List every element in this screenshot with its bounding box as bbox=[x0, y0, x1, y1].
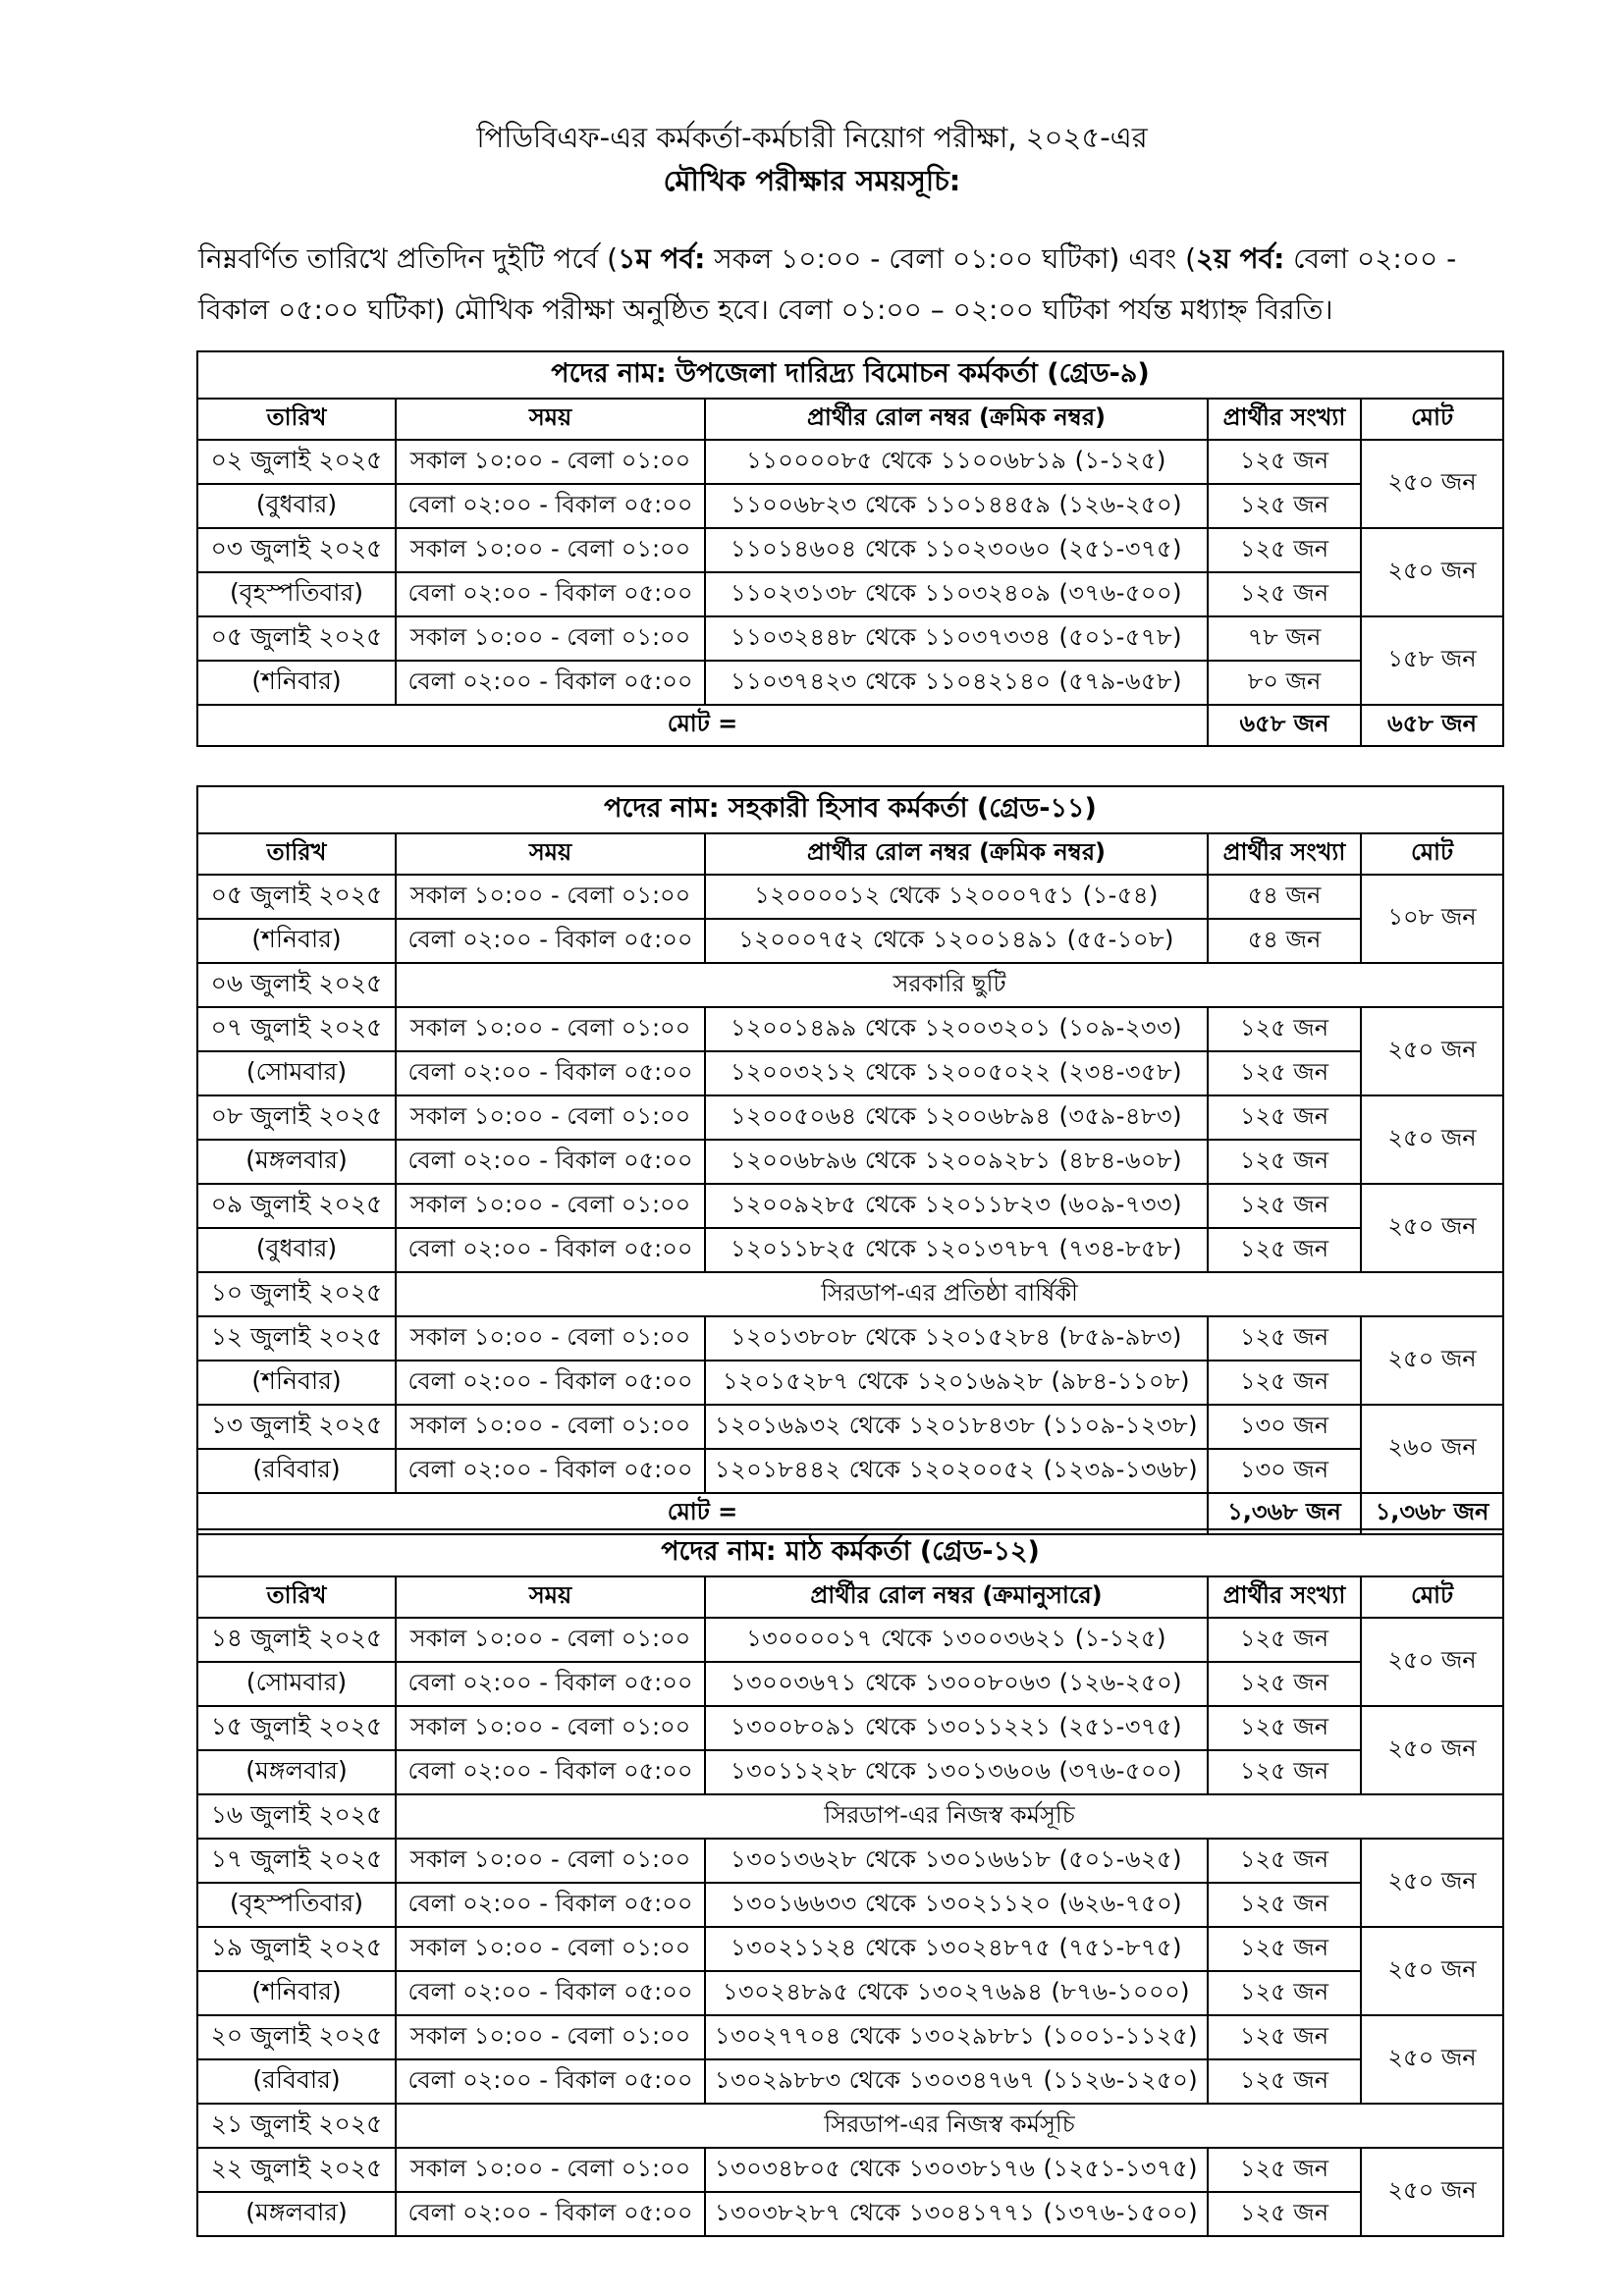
intro-paragraph bbox=[198, 234, 1504, 336]
holiday-note: সিরডাপ-এর নিজস্ব কর্মসূচি bbox=[396, 1794, 1503, 1839]
table-row bbox=[197, 1971, 1503, 2015]
candidate-count-cell: ১২৫ জন bbox=[1208, 572, 1361, 616]
time-cell: সকাল ১০:০০ - বেলা ০১:০০ bbox=[396, 2148, 705, 2192]
candidate-count-cell: ১২৫ জন bbox=[1208, 484, 1361, 528]
roll-range-cell: ১২০০৩২১২ থেকে ১২০০৫০২২ (২৩৪-৩৫৮) bbox=[705, 1051, 1208, 1095]
table-row bbox=[197, 1618, 1503, 1662]
holiday-note: সরকারি ছুটি bbox=[396, 963, 1503, 1007]
candidate-count-cell: ১২৫ জন bbox=[1208, 2192, 1361, 2236]
schedule-table bbox=[196, 350, 1504, 747]
table-row bbox=[197, 1927, 1503, 1971]
holiday-row bbox=[197, 2104, 1503, 2148]
roll-range-cell: ১১০৩২৪৪৮ থেকে ১১০৩৭৩৩৪ (৫০১-৫৭৮) bbox=[705, 616, 1208, 661]
candidate-count-cell: ১৩০ জন bbox=[1208, 1405, 1361, 1449]
weekday-cell: (বৃহস্পতিবার) bbox=[197, 572, 396, 616]
day-total-cell: ২৫০ জন bbox=[1361, 1927, 1503, 2015]
time-cell: সকাল ১০:০০ - বেলা ০১:০০ bbox=[396, 440, 705, 484]
date-cell: ১০ জুলাই ২০২৫ bbox=[197, 1272, 396, 1316]
candidate-count-cell: ৫৪ জন bbox=[1208, 875, 1361, 919]
time-cell: বেলা ০২:০০ - বিকাল ০৫:০০ bbox=[396, 572, 705, 616]
table-row bbox=[197, 572, 1503, 616]
table-row bbox=[197, 2148, 1503, 2192]
roll-range-cell: ১১০১৪৬০৪ থেকে ১১০২৩০৬০ (২৫১-৩৭৫) bbox=[705, 528, 1208, 572]
weekday-cell: (শনিবার) bbox=[197, 1361, 396, 1405]
candidate-count-cell: ১২৫ জন bbox=[1208, 1095, 1361, 1140]
holiday-note: সিরডাপ-এর নিজস্ব কর্মসূচি bbox=[396, 2104, 1503, 2148]
time-cell: সকাল ১০:০০ - বেলা ০১:০০ bbox=[396, 2015, 705, 2059]
roll-column-header: প্রার্থীর রোল নম্বর (ক্রমিক নম্বর) bbox=[705, 399, 1208, 440]
day-total-cell: ১০৮ জন bbox=[1361, 875, 1503, 963]
weekday-cell: (মঙ্গলবার) bbox=[197, 1140, 396, 1184]
date-cell: ১৭ জুলাই ২০২৫ bbox=[197, 1839, 396, 1883]
time-cell: সকাল ১০:০০ - বেলা ০১:০০ bbox=[396, 1927, 705, 1971]
candidate-count-cell: ১৩০ জন bbox=[1208, 1449, 1361, 1493]
date-column-header: তারিখ bbox=[197, 1576, 396, 1618]
date-cell: ২২ জুলাই ২০২৫ bbox=[197, 2148, 396, 2192]
roll-range-cell: ১৩০১১২২৮ থেকে ১৩০১৩৬০৬ (৩৭৬-৫০০) bbox=[705, 1750, 1208, 1794]
table-row bbox=[197, 1449, 1503, 1493]
weekday-cell: (বৃহস্পতিবার) bbox=[197, 1883, 396, 1927]
time-cell: বেলা ০২:০০ - বিকাল ০৫:০০ bbox=[396, 1051, 705, 1095]
time-cell: বেলা ০২:০০ - বিকাল ০৫:০০ bbox=[396, 1883, 705, 1927]
weekday-cell: (বুধবার) bbox=[197, 484, 396, 528]
candidate-count-cell: ১২৫ জন bbox=[1208, 1927, 1361, 1971]
time-cell: সকাল ১০:০০ - বেলা ০১:০০ bbox=[396, 1184, 705, 1228]
candidate-count-cell: ১২৫ জন bbox=[1208, 1228, 1361, 1272]
holiday-note: সিরডাপ-এর প্রতিষ্ঠা বার্ষিকী bbox=[396, 1272, 1503, 1316]
total-count: ১,৩৬৮ জন bbox=[1208, 1493, 1361, 1534]
table-row bbox=[197, 1405, 1503, 1449]
table-title-row bbox=[197, 786, 1503, 833]
table-row bbox=[197, 2192, 1503, 2236]
date-cell: ০৯ জুলাই ২০২৫ bbox=[197, 1184, 396, 1228]
roll-range-cell: ১১০০০০৮৫ থেকে ১১০০৬৮১৯ (১-১২৫) bbox=[705, 440, 1208, 484]
count-column-header: প্রার্থীর সংখ্যা bbox=[1208, 833, 1361, 875]
roll-range-cell: ১২০১১৮২৫ থেকে ১২০১৩৭৮৭ (৭৩৪-৮৫৮) bbox=[705, 1228, 1208, 1272]
notice-heading: পিডিবিএফ-এর কর্মকর্তা-কর্মচারী নিয়োগ পরীক্ষা, ২০২৫-এর bbox=[476, 121, 1148, 154]
candidate-count-cell: ১২৫ জন bbox=[1208, 1662, 1361, 1706]
intro-text: নিম্নবর্ণিত তারিখে প্রতিদিন দুইটি পর্বে ( bbox=[198, 242, 619, 275]
table-title-row bbox=[197, 351, 1503, 399]
date-cell: ২১ জুলাই ২০২৫ bbox=[197, 2104, 396, 2148]
roll-range-cell: ১২০০৬৮৯৬ থেকে ১২০০৯২৮১ (৪৮৪-৬০৮) bbox=[705, 1140, 1208, 1184]
table-row bbox=[197, 1007, 1503, 1051]
table-row bbox=[197, 1051, 1503, 1095]
time-cell: সকাল ১০:০০ - বেলা ০১:০০ bbox=[396, 1706, 705, 1750]
day-total-cell: ১৫৮ জন bbox=[1361, 616, 1503, 705]
roll-range-cell: ১৩০১৩৬২৮ থেকে ১৩০১৬৬১৮ (৫০১-৬২৫) bbox=[705, 1839, 1208, 1883]
candidate-count-cell: ১২৫ জন bbox=[1208, 2059, 1361, 2104]
holiday-row bbox=[197, 1272, 1503, 1316]
day-total-cell: ২৫০ জন bbox=[1361, 1618, 1503, 1706]
date-column-header: তারিখ bbox=[197, 833, 396, 875]
roll-range-cell: ১২০০১৪৯৯ থেকে ১২০০৩২০১ (১০৯-২৩৩) bbox=[705, 1007, 1208, 1051]
candidate-count-cell: ১২৫ জন bbox=[1208, 1316, 1361, 1361]
total-row bbox=[197, 705, 1503, 746]
day-total-cell: ২৫০ জন bbox=[1361, 440, 1503, 528]
weekday-cell: (বুধবার) bbox=[197, 1228, 396, 1272]
table-row bbox=[197, 1750, 1503, 1794]
date-cell: ১৫ জুলাই ২০২৫ bbox=[197, 1706, 396, 1750]
roll-range-cell: ১৩০১৬৬৩৩ থেকে ১৩০২১১২০ (৬২৬-৭৫০) bbox=[705, 1883, 1208, 1927]
roll-range-cell: ১৩০০৮০৯১ থেকে ১৩০১১২২১ (২৫১-৩৭৫) bbox=[705, 1706, 1208, 1750]
day-total-cell: ২৫০ জন bbox=[1361, 2015, 1503, 2104]
candidate-count-cell: ১২৫ জন bbox=[1208, 1618, 1361, 1662]
day-total-cell: ২৫০ জন bbox=[1361, 1316, 1503, 1405]
roll-range-cell: ১২০১৩৮০৮ থেকে ১২০১৫২৮৪ (৮৫৯-৯৮৩) bbox=[705, 1316, 1208, 1361]
weekday-cell: (সোমবার) bbox=[197, 1051, 396, 1095]
day-total-cell: ২৫০ জন bbox=[1361, 1706, 1503, 1794]
post-title: পদের নাম: উপজেলা দারিদ্র্য বিমোচন কর্মকর্তা (গ্রেড-৯) bbox=[197, 351, 1503, 399]
time-column-header: সময় bbox=[396, 399, 705, 440]
grand-total: ১,৩৬৮ জন bbox=[1361, 1493, 1503, 1534]
date-cell: ০২ জুলাই ২০২৫ bbox=[197, 440, 396, 484]
time-cell: বেলা ০২:০০ - বিকাল ০৫:০০ bbox=[396, 661, 705, 705]
table-title-row bbox=[197, 1529, 1503, 1576]
holiday-row bbox=[197, 1794, 1503, 1839]
weekday-cell: (শনিবার) bbox=[197, 919, 396, 963]
time-cell: সকাল ১০:০০ - বেলা ০১:০০ bbox=[396, 1839, 705, 1883]
table-header-row bbox=[197, 399, 1503, 440]
candidate-count-cell: ১২৫ জন bbox=[1208, 1750, 1361, 1794]
total-label: মোট = bbox=[197, 1493, 1208, 1534]
date-cell: ১৪ জুলাই ২০২৫ bbox=[197, 1618, 396, 1662]
roll-range-cell: ১২০১৫২৮৭ থেকে ১২০১৬৯২৮ (৯৮৪-১১০৮) bbox=[705, 1361, 1208, 1405]
date-cell: ০৫ জুলাই ২০২৫ bbox=[197, 875, 396, 919]
roll-range-cell: ১২০০৫০৬৪ থেকে ১২০০৬৮৯৪ (৩৫৯-৪৮৩) bbox=[705, 1095, 1208, 1140]
weekday-cell: (রবিবার) bbox=[197, 1449, 396, 1493]
candidate-count-cell: ১২৫ জন bbox=[1208, 528, 1361, 572]
day-total-cell: ২৫০ জন bbox=[1361, 1095, 1503, 1184]
total-column-header: মোট bbox=[1361, 1576, 1503, 1618]
candidate-count-cell: ১২৫ জন bbox=[1208, 1051, 1361, 1095]
table-row bbox=[197, 1662, 1503, 1706]
candidate-count-cell: ১২৫ জন bbox=[1208, 1883, 1361, 1927]
roll-range-cell: ১৩০২৪৮৯৫ থেকে ১৩০২৭৬৯৪ (৮৭৬-১০০০) bbox=[705, 1971, 1208, 2015]
table-row bbox=[197, 875, 1503, 919]
weekday-cell: (সোমবার) bbox=[197, 1662, 396, 1706]
schedule-title: মৌখিক পরীক্ষার সময়সূচি: bbox=[663, 164, 961, 197]
table-row bbox=[197, 616, 1503, 661]
weekday-cell: (শনিবার) bbox=[197, 661, 396, 705]
total-count: ৬৫৮ জন bbox=[1208, 705, 1361, 746]
intro-first-session-label: ১ম পর্ব: bbox=[618, 242, 706, 275]
candidate-count-cell: ১২৫ জন bbox=[1208, 1971, 1361, 2015]
table-header-row bbox=[197, 1576, 1503, 1618]
table-row bbox=[197, 1839, 1503, 1883]
date-cell: ১২ জুলাই ২০২৫ bbox=[197, 1316, 396, 1361]
weekday-cell: (মঙ্গলবার) bbox=[197, 1750, 396, 1794]
table-row bbox=[197, 1316, 1503, 1361]
time-cell: সকাল ১০:০০ - বেলা ০১:০০ bbox=[396, 875, 705, 919]
candidate-count-cell: ১২৫ জন bbox=[1208, 1007, 1361, 1051]
roll-column-header: প্রার্থীর রোল নম্বর (ক্রমিক নম্বর) bbox=[705, 833, 1208, 875]
date-cell: ০৫ জুলাই ২০২৫ bbox=[197, 616, 396, 661]
table-row bbox=[197, 1140, 1503, 1184]
time-cell: বেলা ০২:০০ - বিকাল ০৫:০০ bbox=[396, 2059, 705, 2104]
roll-range-cell: ১১০২৩১৩৮ থেকে ১১০৩২৪০৯ (৩৭৬-৫০০) bbox=[705, 572, 1208, 616]
date-cell: ২০ জুলাই ২০২৫ bbox=[197, 2015, 396, 2059]
day-total-cell: ২৫০ জন bbox=[1361, 2148, 1503, 2236]
table-row bbox=[197, 2059, 1503, 2104]
table-header-row bbox=[197, 833, 1503, 875]
table-row bbox=[197, 528, 1503, 572]
time-cell: বেলা ০২:০০ - বিকাল ০৫:০০ bbox=[396, 1971, 705, 2015]
candidate-count-cell: ৮০ জন bbox=[1208, 661, 1361, 705]
time-cell: সকাল ১০:০০ - বেলা ০১:০০ bbox=[396, 528, 705, 572]
roll-range-cell: ১২০০০০১২ থেকে ১২০০০৭৫১ (১-৫৪) bbox=[705, 875, 1208, 919]
total-column-header: মোট bbox=[1361, 833, 1503, 875]
roll-range-cell: ১৩০২৯৮৮৩ থেকে ১৩০৩৪৭৬৭ (১১২৬-১২৫০) bbox=[705, 2059, 1208, 2104]
count-column-header: প্রার্থীর সংখ্যা bbox=[1208, 399, 1361, 440]
roll-range-cell: ১৩০২১১২৪ থেকে ১৩০২৪৮৭৫ (৭৫১-৮৭৫) bbox=[705, 1927, 1208, 1971]
time-cell: সকাল ১০:০০ - বেলা ০১:০০ bbox=[396, 1095, 705, 1140]
time-column-header: সময় bbox=[396, 1576, 705, 1618]
roll-range-cell: ১২০০০৭৫২ থেকে ১২০০১৪৯১ (৫৫-১০৮) bbox=[705, 919, 1208, 963]
date-cell: ০৮ জুলাই ২০২৫ bbox=[197, 1095, 396, 1140]
date-cell: ০৩ জুলাই ২০২৫ bbox=[197, 528, 396, 572]
day-total-cell: ২৬০ জন bbox=[1361, 1405, 1503, 1493]
time-cell: সকাল ১০:০০ - বেলা ০১:০০ bbox=[396, 616, 705, 661]
candidate-count-cell: ১২৫ জন bbox=[1208, 1839, 1361, 1883]
time-cell: বেলা ০২:০০ - বিকাল ০৫:০০ bbox=[396, 1140, 705, 1184]
roll-range-cell: ১৩০৩৮২৮৭ থেকে ১৩০৪১৭৭১ (১৩৭৬-১৫০০) bbox=[705, 2192, 1208, 2236]
time-cell: বেলা ০২:০০ - বিকাল ০৫:০০ bbox=[396, 1361, 705, 1405]
time-cell: সকাল ১০:০০ - বেলা ০১:০০ bbox=[396, 1316, 705, 1361]
schedule-table bbox=[196, 1528, 1504, 2237]
weekday-cell: (রবিবার) bbox=[197, 2059, 396, 2104]
candidate-count-cell: ১২৫ জন bbox=[1208, 2015, 1361, 2059]
time-cell: বেলা ০২:০০ - বিকাল ০৫:০০ bbox=[396, 919, 705, 963]
roll-range-cell: ১৩০৩৪৮০৫ থেকে ১৩০৩৮১৭৬ (১২৫১-১৩৭৫) bbox=[705, 2148, 1208, 2192]
time-cell: সকাল ১০:০০ - বেলা ০১:০০ bbox=[396, 1007, 705, 1051]
time-cell: বেলা ০২:০০ - বিকাল ০৫:০০ bbox=[396, 1750, 705, 1794]
day-total-cell: ২৫০ জন bbox=[1361, 528, 1503, 616]
count-column-header: প্রার্থীর সংখ্যা bbox=[1208, 1576, 1361, 1618]
table-row bbox=[197, 1095, 1503, 1140]
candidate-count-cell: ৭৮ জন bbox=[1208, 616, 1361, 661]
time-column-header: সময় bbox=[396, 833, 705, 875]
candidate-count-cell: ১২৫ জন bbox=[1208, 440, 1361, 484]
post-title: পদের নাম: সহকারী হিসাব কর্মকর্তা (গ্রেড-১১) bbox=[197, 786, 1503, 833]
total-label: মোট = bbox=[197, 705, 1208, 746]
roll-range-cell: ১১০৩৭৪২৩ থেকে ১১০৪২১৪০ (৫৭৯-৬৫৮) bbox=[705, 661, 1208, 705]
day-total-cell: ২৫০ জন bbox=[1361, 1007, 1503, 1095]
day-total-cell: ২৫০ জন bbox=[1361, 1184, 1503, 1272]
schedule-table bbox=[196, 785, 1504, 1535]
table-row bbox=[197, 1184, 1503, 1228]
table-row bbox=[197, 440, 1503, 484]
candidate-count-cell: ৫৪ জন bbox=[1208, 919, 1361, 963]
roll-range-cell: ১২০১৬৯৩২ থেকে ১২০১৮৪৩৮ (১১০৯-১২৩৮) bbox=[705, 1405, 1208, 1449]
intro-text: বেলা ০২:০০ - বিকাল ০৫:০০ ঘটিকা) মৌখিক পরীক্ষা অনুষ্ঠিত হবে। বেলা ০১:০০ – ০২:০০ ঘটিকা পর্যন্ত মধ্যাহ্ন বিরতি। bbox=[198, 242, 1457, 326]
day-total-cell: ২৫০ জন bbox=[1361, 1839, 1503, 1927]
table-row bbox=[197, 1361, 1503, 1405]
time-cell: বেলা ০২:০০ - বিকাল ০৫:০০ bbox=[396, 2192, 705, 2236]
table-row bbox=[197, 919, 1503, 963]
candidate-count-cell: ১২৫ জন bbox=[1208, 2148, 1361, 2192]
time-cell: বেলা ০২:০০ - বিকাল ০৫:০০ bbox=[396, 484, 705, 528]
date-column-header: তারিখ bbox=[197, 399, 396, 440]
grand-total: ৬৫৮ জন bbox=[1361, 705, 1503, 746]
table-row bbox=[197, 1883, 1503, 1927]
weekday-cell: (শনিবার) bbox=[197, 1971, 396, 2015]
table-row bbox=[197, 1706, 1503, 1750]
time-cell: বেলা ০২:০০ - বিকাল ০৫:০০ bbox=[396, 1449, 705, 1493]
intro-text: সকল ১০:০০ - বেলা ০১:০০ ঘটিকা) এবং ( bbox=[705, 242, 1197, 275]
time-cell: সকাল ১০:০০ - বেলা ০১:০০ bbox=[396, 1405, 705, 1449]
time-cell: বেলা ০২:০০ - বিকাল ০৫:০০ bbox=[396, 1228, 705, 1272]
time-cell: সকাল ১০:০০ - বেলা ০১:০০ bbox=[396, 1618, 705, 1662]
date-cell: ১৯ জুলাই ২০২৫ bbox=[197, 1927, 396, 1971]
roll-range-cell: ১৩০২৭৭০৪ থেকে ১৩০২৯৮৮১ (১০০১-১১২৫) bbox=[705, 2015, 1208, 2059]
post-title: পদের নাম: মাঠ কর্মকর্তা (গ্রেড-১২) bbox=[197, 1529, 1503, 1576]
roll-column-header: প্রার্থীর রোল নম্বর (ক্রমানুসারে) bbox=[705, 1576, 1208, 1618]
total-column-header: মোট bbox=[1361, 399, 1503, 440]
roll-range-cell: ১২০১৮৪৪২ থেকে ১২০২০০৫২ (১২৩৯-১৩৬৮) bbox=[705, 1449, 1208, 1493]
table-row bbox=[197, 1228, 1503, 1272]
date-cell: ০৭ জুলাই ২০২৫ bbox=[197, 1007, 396, 1051]
table-row bbox=[197, 2015, 1503, 2059]
table-row bbox=[197, 661, 1503, 705]
candidate-count-cell: ১২৫ জন bbox=[1208, 1706, 1361, 1750]
weekday-cell: (মঙ্গলবার) bbox=[197, 2192, 396, 2236]
intro-second-session-label: ২য় পর্ব: bbox=[1196, 242, 1285, 275]
holiday-row bbox=[197, 963, 1503, 1007]
roll-range-cell: ১৩০০৩৬৭১ থেকে ১৩০০৮০৬৩ (১২৬-২৫০) bbox=[705, 1662, 1208, 1706]
date-cell: ০৬ জুলাই ২০২৫ bbox=[197, 963, 396, 1007]
date-cell: ১৬ জুলাই ২০২৫ bbox=[197, 1794, 396, 1839]
roll-range-cell: ১২০০৯২৮৫ থেকে ১২০১১৮২৩ (৬০৯-৭৩৩) bbox=[705, 1184, 1208, 1228]
table-row bbox=[197, 484, 1503, 528]
date-cell: ১৩ জুলাই ২০২৫ bbox=[197, 1405, 396, 1449]
candidate-count-cell: ১২৫ জন bbox=[1208, 1184, 1361, 1228]
candidate-count-cell: ১২৫ জন bbox=[1208, 1140, 1361, 1184]
roll-range-cell: ১৩০০০০১৭ থেকে ১৩০০৩৬২১ (১-১২৫) bbox=[705, 1618, 1208, 1662]
time-cell: বেলা ০২:০০ - বিকাল ০৫:০০ bbox=[396, 1662, 705, 1706]
roll-range-cell: ১১০০৬৮২৩ থেকে ১১০১৪৪৫৯ (১২৬-২৫০) bbox=[705, 484, 1208, 528]
candidate-count-cell: ১২৫ জন bbox=[1208, 1361, 1361, 1405]
